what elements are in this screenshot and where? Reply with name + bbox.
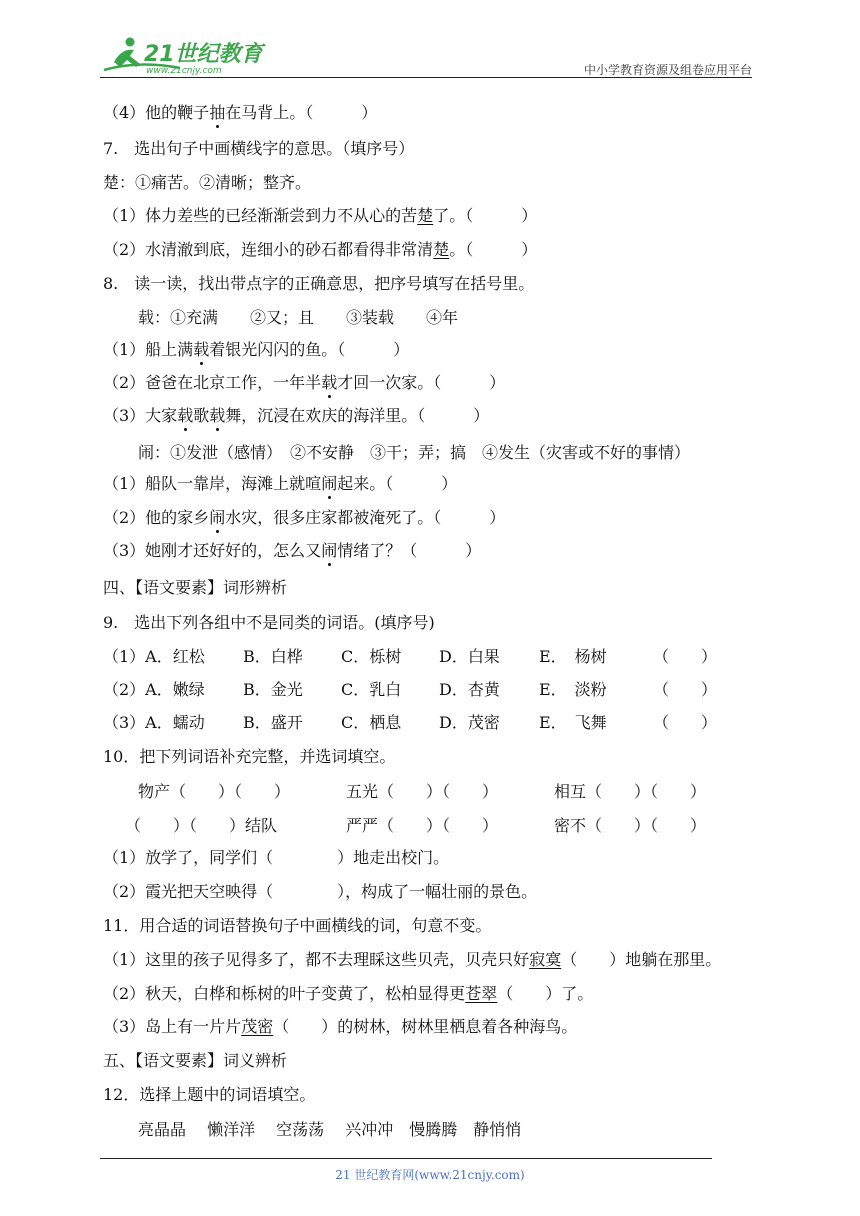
- q11-item1: （1）这里的孩子见得多了，都不去理睬这些贝壳，贝壳只好寂寞（ ）地躺在那里。: [103, 950, 722, 969]
- q8-item3: （3）大家载歌载舞，沉浸在欢庆的海洋里。（ ）: [103, 406, 490, 425]
- q10-item1: （1）放学了，同学们（ ）地走出校门。: [103, 848, 450, 867]
- q8-definition-nao: 闹：①发泄（感情） ②不安静 ③干；弄；搞 ④发生（灾害或不好的事情）: [138, 443, 691, 462]
- q6-item4: （4）他的鞭子抽在马背上。（ ）: [103, 103, 378, 122]
- q7-title: 7. 选出句子中画横线字的意思。（填序号）: [103, 139, 415, 158]
- svg-text:www.21cnjy.com: www.21cnjy.com: [146, 66, 222, 76]
- section-4-heading: 四、【语文要素】词形辨析: [103, 578, 288, 597]
- q8-item-nao2: （2）他的家乡闹水灾，很多庄家都被淹死了。（ ）: [103, 508, 506, 527]
- svg-text:21世纪教育: 21世纪教育: [144, 42, 263, 67]
- q12-title: 12．选择上题中的词语填空。: [103, 1085, 316, 1104]
- q8-item1: （1）船上满载着银光闪闪的鱼。（ ）: [103, 340, 410, 359]
- footer-text: 21 世纪教育网(www.21cnjy.com): [335, 1168, 525, 1182]
- q8-item2: （2）爸爸在北京工作，一年半载才回一次家。（ ）: [103, 373, 506, 392]
- q12-word-bank: 亮晶晶 懒洋洋 空荡荡 兴冲冲 慢腾腾 静悄悄: [138, 1120, 522, 1139]
- header-divider: [100, 77, 752, 78]
- q7-definition: 楚：①痛苦。②清晰；整齐。: [103, 173, 312, 192]
- q9-row1: （1）A．红松 B．白桦 C．栎树 D．白果 E． 杨树 （ ）: [103, 647, 718, 666]
- q7-item1: （1）体力差些的已经渐渐尝到力不从心的苦楚了。（ ）: [103, 206, 538, 225]
- q10-row1: 物产（ ）（ ） 五光（ ）（ ） 相互（ ）（ ）: [138, 782, 707, 801]
- q10-row2: （ ）（ ）结队 严严（ ）（ ） 密不（ ）（ ）: [125, 816, 707, 835]
- q9-row2: （2）A．嫩绿 B．金光 C．乳白 D．杏黄 E． 淡粉 （ ）: [103, 680, 718, 699]
- q8-item-nao3: （3）她刚才还好好的，怎么又闹情绪了？（ ）: [103, 541, 482, 560]
- q10-item2: （2）霞光把天空映得（ ），构成了一幅壮丽的景色。: [103, 882, 538, 901]
- q9-title: 9. 选出下列各组中不是同类的词语。(填序号): [103, 613, 435, 632]
- q7-item2: （2）水清澈到底，连细小的砂石都看得非常清楚。（ ）: [103, 240, 538, 259]
- q9-row3: （3）A．蠕动 B．盛开 C．栖息 D．茂密 E． 飞舞 （ ）: [103, 713, 718, 732]
- page-header: [0, 0, 860, 80]
- header-platform-text: 中小学教育资源及组卷应用平台: [583, 63, 752, 77]
- q8-item-nao1: （1）船队一靠岸，海滩上就喧闹起来。（ ）: [103, 474, 458, 493]
- q10-title: 10．把下列词语补充完整，并选词填空。: [103, 747, 396, 766]
- section-5-heading: 五、【语文要素】词义辨析: [103, 1051, 288, 1070]
- q8-definition-zai: 载：①充满 ②又；且 ③装载 ④年: [138, 308, 459, 327]
- q8-title: 8. 读一读，找出带点字的正确意思，把序号填写在括号里。: [103, 274, 535, 293]
- footer-divider: [100, 1158, 712, 1159]
- q11-title: 11．用合适的词语替换句子中画横线的词，句意不变。: [103, 916, 492, 935]
- q11-item2: （2）秋天，白桦和栎树的叶子变黄了，松柏显得更苍翠（ ）了。: [103, 984, 594, 1003]
- q11-item3: （3）岛上有一片片茂密（ ）的树林，树林里栖息着各种海鸟。: [103, 1017, 578, 1036]
- logo-icon: [100, 34, 270, 76]
